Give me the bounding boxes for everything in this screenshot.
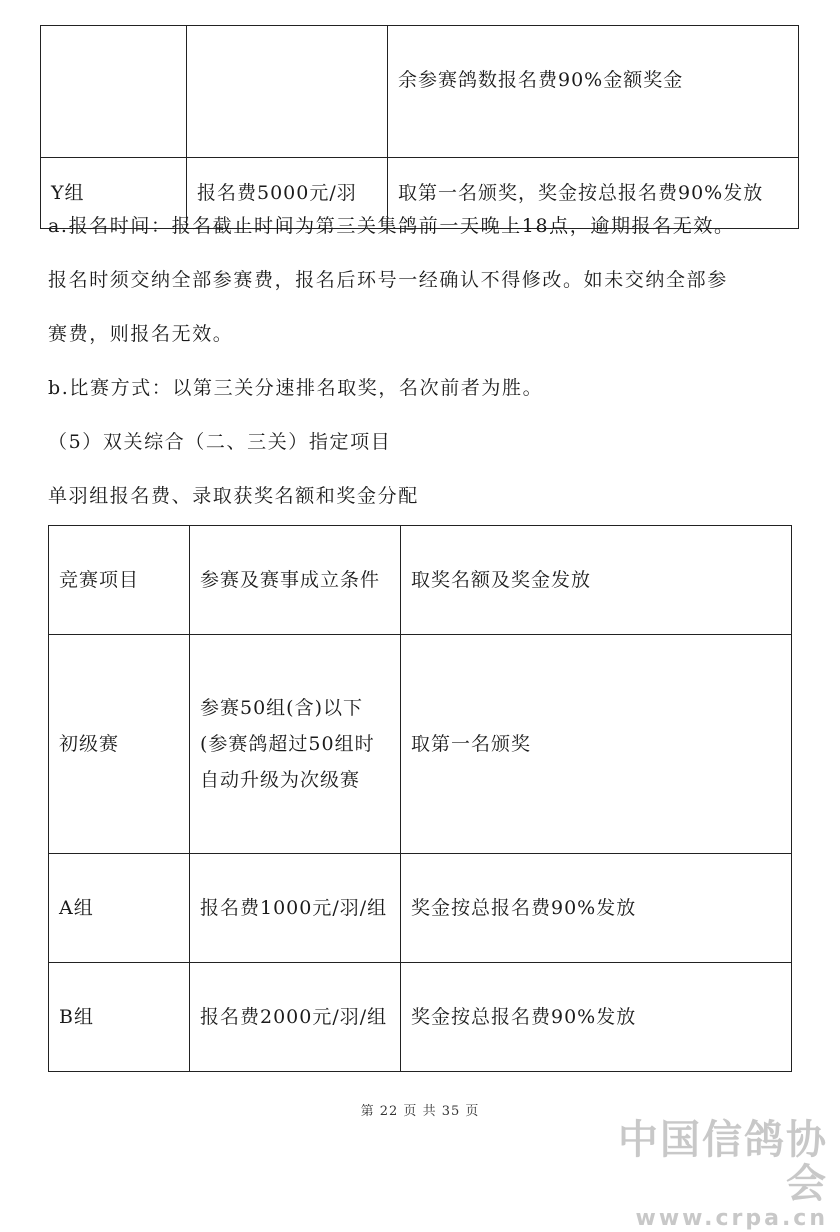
fee-table-continued: [40, 25, 799, 229]
page-number-footer: 第 22 页 共 35 页: [360, 1104, 480, 1119]
watermark: [608, 1118, 828, 1232]
table-row: [49, 963, 792, 1072]
table-cell: 报名费2000元/羽/组: [190, 963, 401, 1072]
table-row: [49, 854, 792, 963]
table-cell: 余参赛鸽数报名费90%金额奖金: [388, 26, 799, 158]
table-cell: [41, 26, 187, 158]
table-cell: 奖金按总报名费90%发放: [401, 963, 792, 1072]
column-header: 取奖名额及奖金发放: [401, 526, 792, 635]
watermark-logo-text: 中国信鸽协会: [618, 1117, 828, 1207]
table-cell: 参赛50组(含)以下(参赛鸽超过50组时自动升级为次级赛: [190, 635, 401, 854]
table-cell: 报名费5000元/羽: [187, 158, 388, 229]
table-caption: 单羽组报名费、录取获奖名额和奖金分配: [48, 485, 419, 507]
table-row: [41, 26, 799, 158]
table-header-row: [49, 526, 792, 635]
section-heading: （5）双关综合（二、三关）指定项目: [48, 431, 392, 453]
table-cell: B组: [49, 963, 190, 1072]
paragraph-registration-time: a.报名时间：报名截止时间为第三关集鸽前一天晚上18点，逾期报名无效。: [48, 215, 735, 237]
table-cell: Y组: [41, 158, 187, 229]
table-cell: 取第一名颁奖，奖金按总报名费90%发放: [388, 158, 799, 229]
table-cell: 报名费1000元/羽/组: [190, 854, 401, 963]
watermark-url: www.crpa.cn: [635, 1206, 828, 1231]
table-row: [49, 635, 792, 854]
double-stage-fee-table: [48, 525, 792, 1072]
paragraph-registration-fee: 报名时须交纳全部参赛费，报名后环号一经确认不得修改。如未交纳全部参: [48, 269, 728, 291]
table-cell: 取第一名颁奖: [401, 635, 792, 854]
table-cell: 初级赛: [49, 635, 190, 854]
column-header: 参赛及赛事成立条件: [190, 526, 401, 635]
table-cell: 奖金按总报名费90%发放: [401, 854, 792, 963]
table-cell: [187, 26, 388, 158]
table-cell: A组: [49, 854, 190, 963]
column-header: 竞赛项目: [49, 526, 190, 635]
paragraph-registration-invalid: 赛费，则报名无效。: [48, 323, 234, 345]
paragraph-race-method: b.比赛方式：以第三关分速排名取奖，名次前者为胜。: [48, 377, 544, 399]
